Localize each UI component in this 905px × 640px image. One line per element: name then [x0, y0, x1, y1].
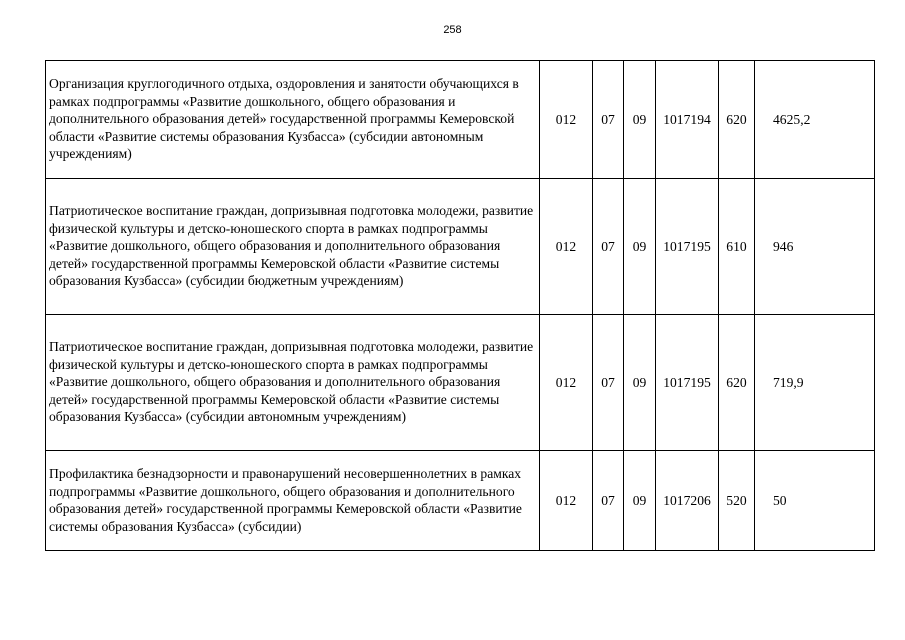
ministry-code: 012 [540, 179, 593, 315]
section-code: 07 [593, 451, 624, 551]
target-article-code: 1017195 [656, 315, 719, 451]
expense-type-code: 620 [719, 315, 755, 451]
ministry-code: 012 [540, 315, 593, 451]
ministry-code: 012 [540, 451, 593, 551]
subsection-code: 09 [624, 61, 656, 179]
expense-type-code: 620 [719, 61, 755, 179]
subsection-code: 09 [624, 179, 656, 315]
expense-type-code: 610 [719, 179, 755, 315]
subsection-code: 09 [624, 451, 656, 551]
page-number: 258 [443, 24, 462, 36]
table-row [46, 61, 875, 179]
amount-value: 719,9 [755, 315, 875, 451]
table-row [46, 179, 875, 315]
table-row [46, 451, 875, 551]
target-article-code: 1017206 [656, 451, 719, 551]
target-article-code: 1017194 [656, 61, 719, 179]
row-description: Патриотическое воспитание граждан, допризывная подготовка молодежи, развитие физической культуры и детско-юношеского спорта в рамках подпрограммы «Развитие дошкольного, общего образования и дополнительного образования детей» государственной программы Кемеровской области «Развитие системы образования Кузбасса» (субсидии бюджетным учреждениям) [46, 179, 540, 315]
row-description: Патриотическое воспитание граждан, допризывная подготовка молодежи, развитие физической культуры и детско-юношеского спорта в рамках подпрограммы «Развитие дошкольного, общего образования и дополнительного образования детей» государственной программы Кемеровской области «Развитие системы образования Кузбасса» (субсидии автономным учреждениям) [46, 315, 540, 451]
section-code: 07 [593, 61, 624, 179]
section-code: 07 [593, 315, 624, 451]
budget-table [45, 60, 875, 551]
section-code: 07 [593, 179, 624, 315]
subsection-code: 09 [624, 315, 656, 451]
amount-value: 946 [755, 179, 875, 315]
row-description: Организация круглогодичного отдыха, оздоровления и занятости обучающихся в рамках подпрограммы «Развитие дошкольного, общего образования и дополнительного образования детей» государственной программы Кемеровской области «Развитие системы образования Кузбасса» (субсидии автономным учреждениям) [46, 61, 540, 179]
expense-type-code: 520 [719, 451, 755, 551]
ministry-code: 012 [540, 61, 593, 179]
amount-value: 50 [755, 451, 875, 551]
target-article-code: 1017195 [656, 179, 719, 315]
table-row [46, 315, 875, 451]
row-description: Профилактика безнадзорности и правонарушений несовершеннолетних в рамках подпрограммы «Развитие дошкольного, общего образования и дополнительного образования детей» государственной программы Кемеровской области «Развитие системы образования Кузбасса» (субсидии) [46, 451, 540, 551]
amount-value: 4625,2 [755, 61, 875, 179]
